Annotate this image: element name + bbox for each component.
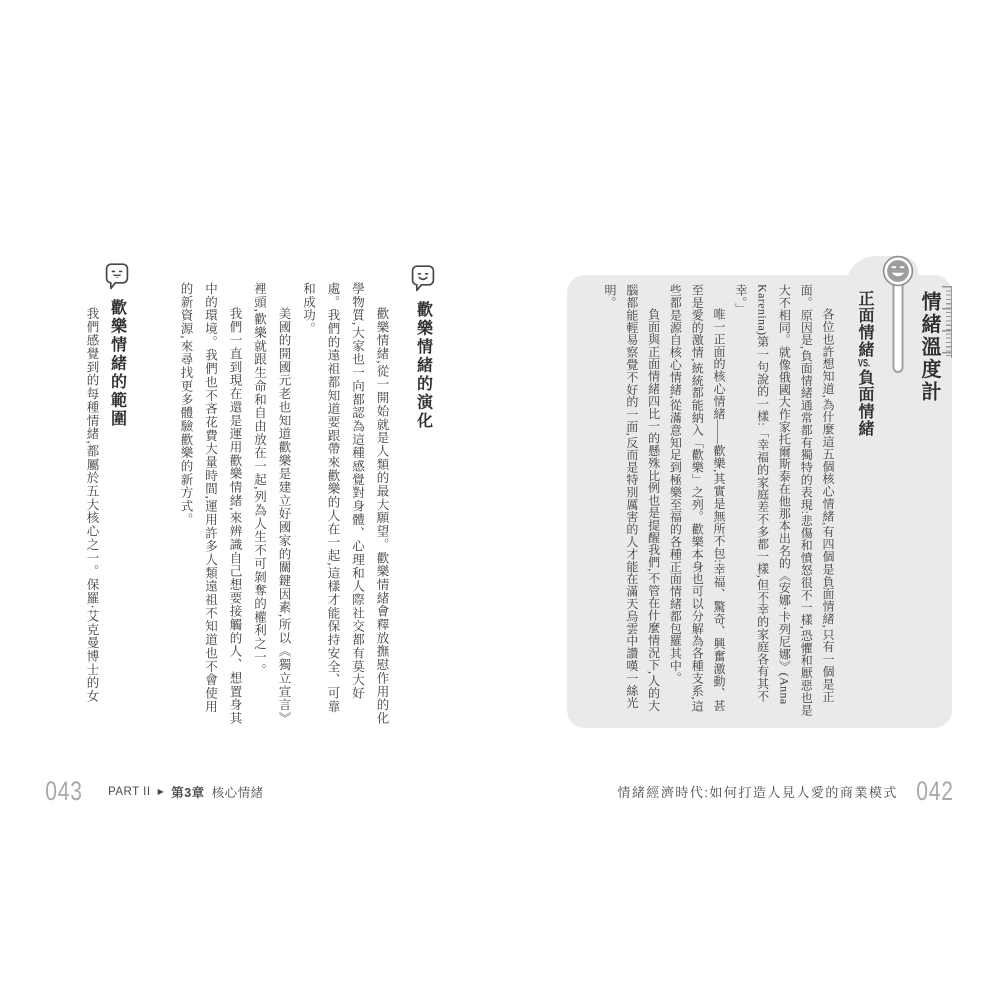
callout-body	[570, 284, 838, 720]
callout-title	[853, 290, 876, 720]
running-head-left	[108, 783, 264, 801]
section-body-range	[74, 282, 104, 726]
right-page-number: 042	[916, 776, 954, 806]
callout-paragraph: 負面與正面情緒四比一的懸殊比例也是提醒我們,不管在什麼情況下,人的大腦都能輕易察覺不好的一面,反而是特別厲害的人才能在滿天烏雲中讚嘆一絲光明。	[603, 284, 661, 712]
callout-title-post: 負面情緒	[856, 369, 873, 437]
smiley-speech-bubble-icon	[411, 265, 435, 292]
part-label: PART II	[108, 785, 151, 798]
section-heading: 歡樂情緒的演化	[414, 301, 432, 431]
section-body-evolution	[172, 282, 394, 726]
body-paragraph: 歡樂情緒,從一開始就是人類的最大願望。歡樂情緒會釋放撫慰作用的化學物質,大家也一向都認為這種感覺對身體、心理和人際社交都有莫大好處。我們的遠祖都知道要跟帶來歡樂的人在一起,這樣才能保持安全、可靠和成功。	[301, 282, 389, 725]
smiley-thermometer-icon	[876, 250, 920, 382]
arrow-icon: ▶	[157, 787, 165, 796]
body-paragraph: 我們一直到現在還是運用歡樂情緒,來辨識自己想要接觸的人、想置身其中的環境。我們也不吝花費大量時間,運用許多人類遠祖不知道也不會使用的新資源,來尋找更多體驗歡樂的新方式。	[179, 282, 242, 725]
right-page-footer	[617, 776, 959, 807]
ruler-ticks-icon	[941, 286, 952, 358]
left-page-number: 043	[45, 776, 83, 806]
body-paragraph: 我們感覺到的每種情緒,都屬於五大核心之一。保羅‧艾克曼博士的女	[85, 307, 99, 703]
thermometer-tab-label: 情緒溫度計	[918, 291, 940, 404]
book-title: 情緒經濟時代:如何打造人見人愛的商業模式	[617, 785, 898, 800]
callout-paragraph: 各位也許想知道,為什麼這五個核心情緒,有四個是負面情緒,只有一個是正面。原因是,負面情緒通常都有獨特的表現:悲傷和憤怒很不一樣,恐懼和厭惡也是大不相同。就像俄國大作家托爾斯泰在他那本出名的《安娜‧卡列尼娜》(Anna Karenina)第一句說的一樣:「幸福的家庭差不多都一樣,但不幸的家庭各有其不幸。」	[733, 284, 835, 717]
callout-title-pre: 正面情緒	[856, 290, 873, 358]
section-header-evolution	[405, 265, 441, 436]
callout-paragraph: 唯一正面的核心情緒——歡樂,其實是無所不包:幸福、驚奇、興奮激動、甚至是愛的激情,統統都能納入「歡樂」之列。歡樂本身也可以分解為各種支系,這些都是源自核心情緒,從滿意知足到極樂至福的各種正面情緒都包羅其中。	[668, 284, 727, 713]
callout-title-vs: VS.	[857, 358, 871, 369]
chapter-number: 第3章	[171, 785, 205, 800]
chapter-title: 核心情緒	[211, 785, 264, 800]
left-page-footer	[40, 776, 264, 807]
section-heading: 歡樂情緒的範圍	[108, 299, 126, 429]
grinning-speech-bubble-icon	[105, 263, 129, 290]
section-header-range	[99, 263, 135, 434]
body-paragraph: 美國的開國元老也知道歡樂是建立好國家的關鍵因素,所以《獨立宣言》裡頭,歡樂就跟生命和自由放在一起,列為人生不可剝奪的權利之一。	[252, 282, 291, 725]
